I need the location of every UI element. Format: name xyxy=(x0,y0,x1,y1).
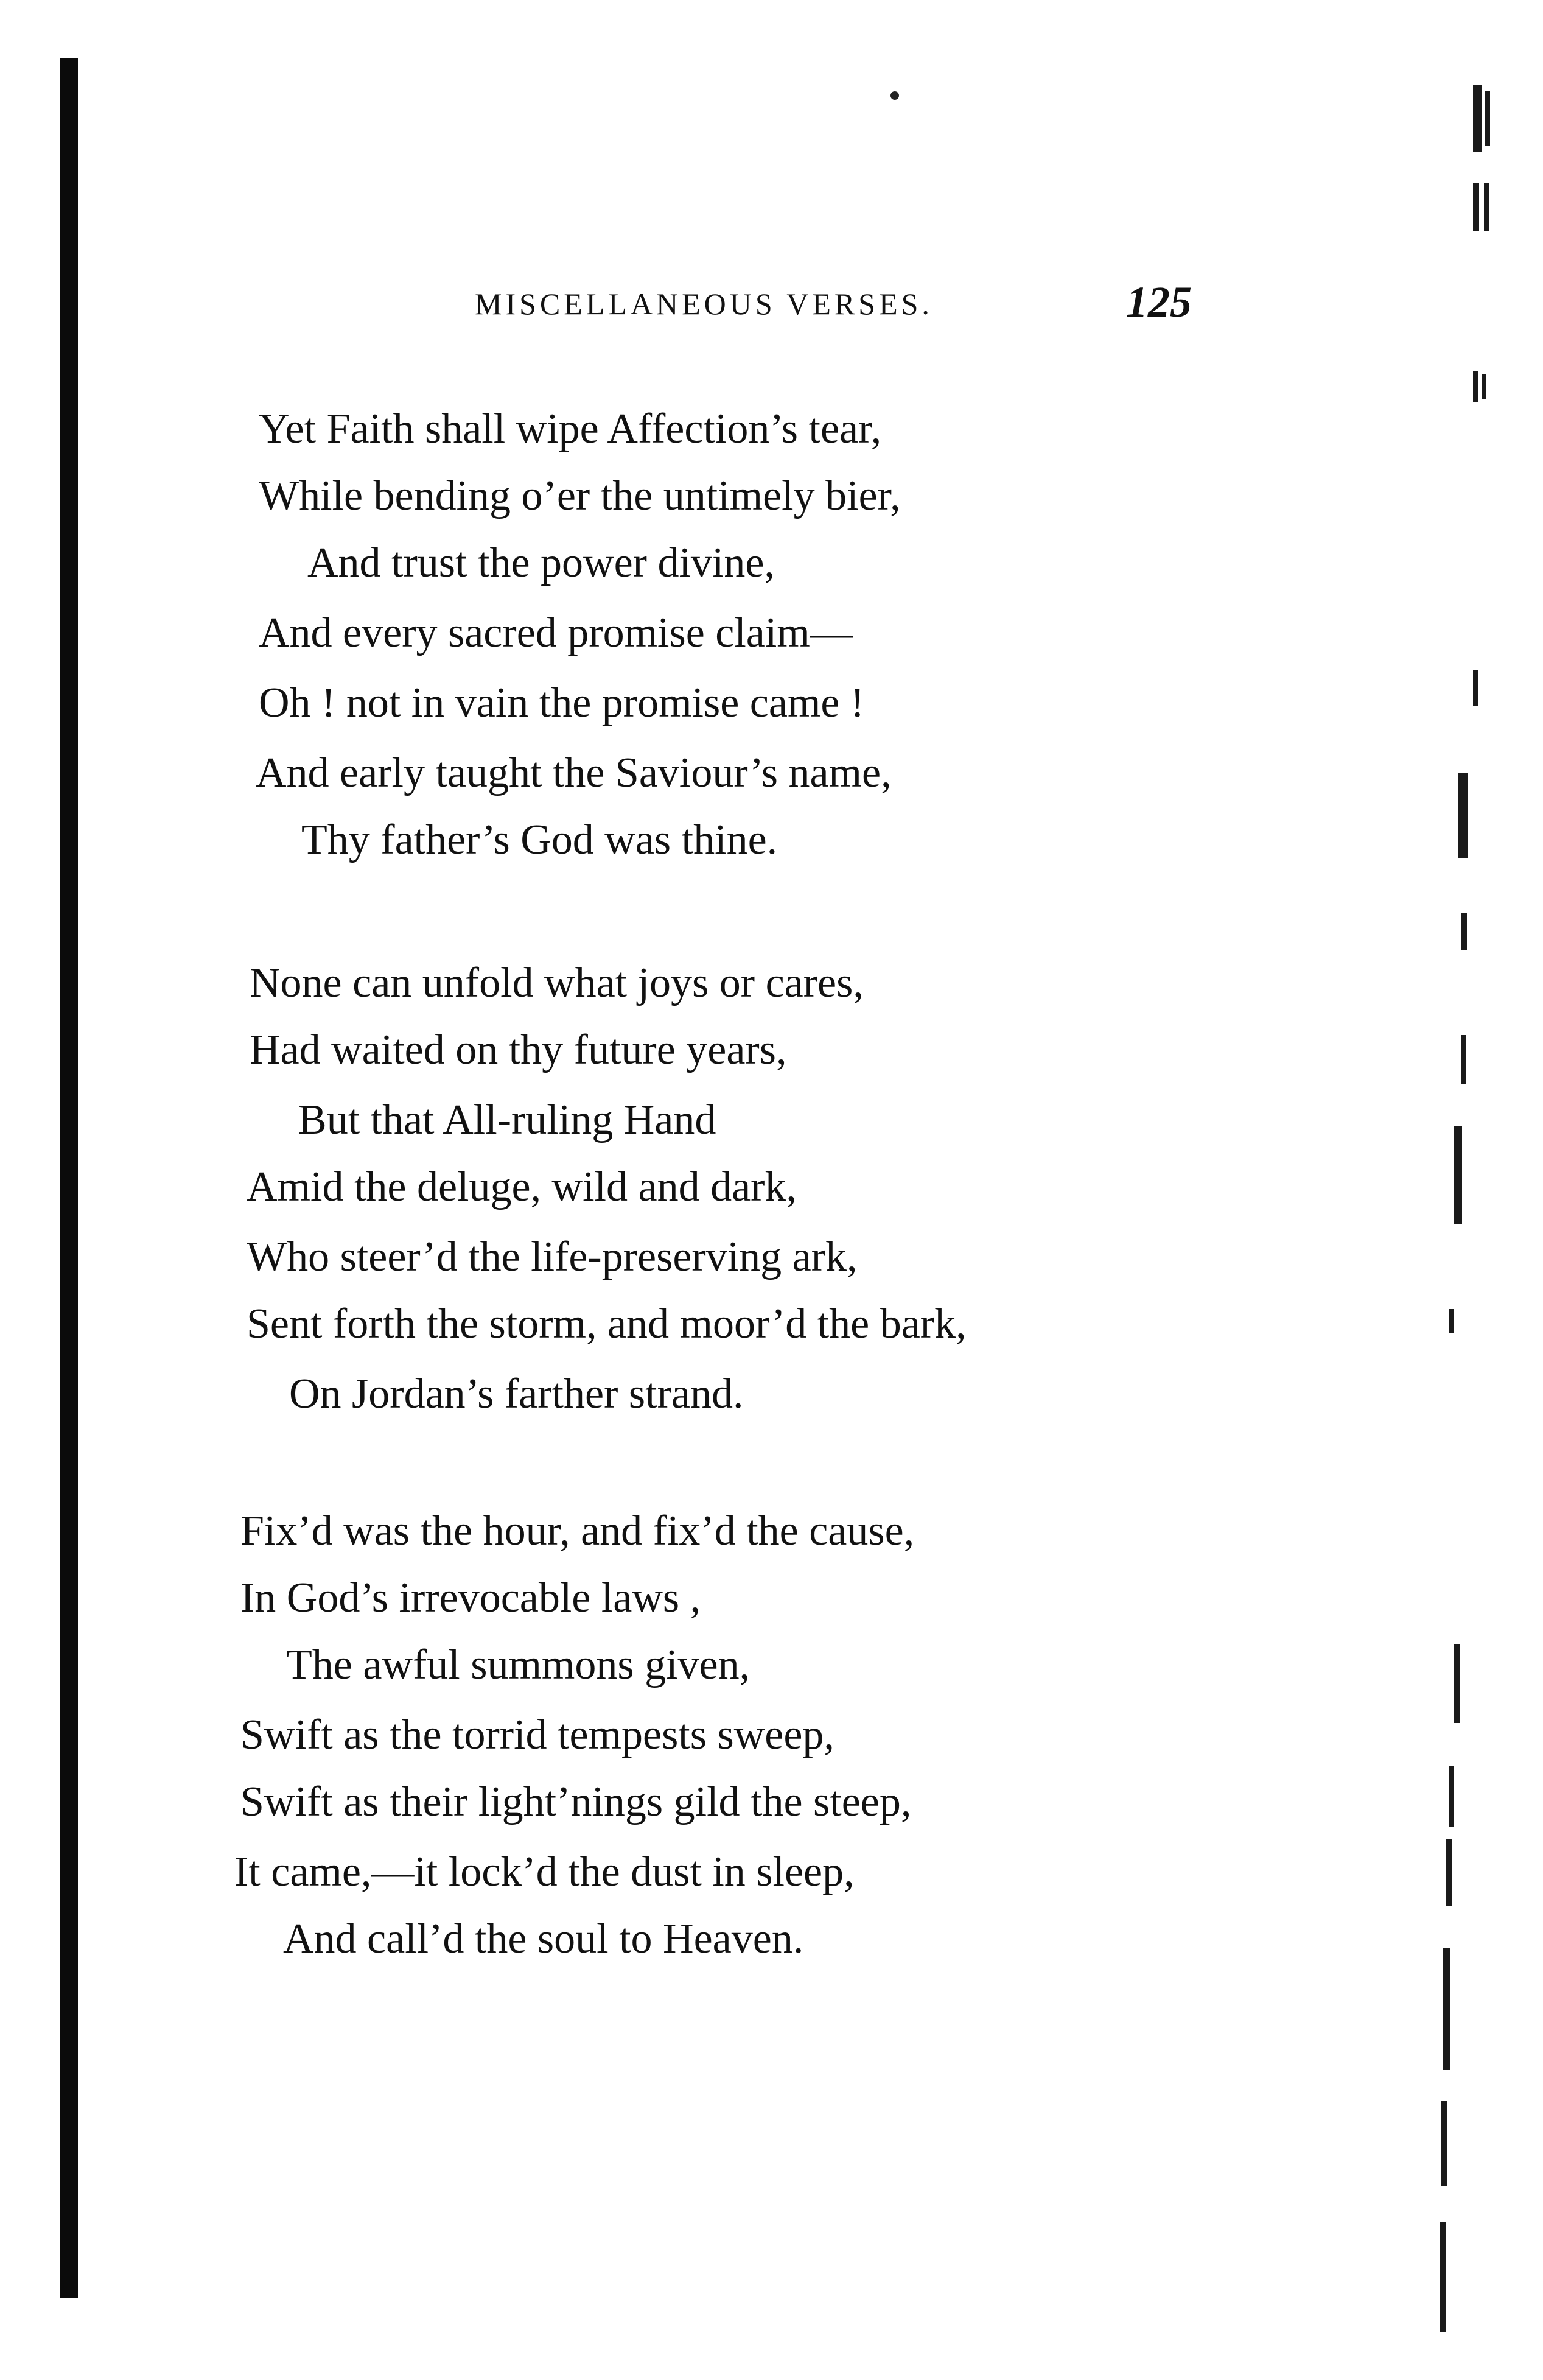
verse-line: And every sacred promise claim— xyxy=(259,609,853,656)
verse-line: In God’s irrevocable laws , xyxy=(240,1574,701,1621)
margin-mark xyxy=(1461,1035,1466,1084)
verse-line: Oh ! not in vain the promise came ! xyxy=(259,679,865,726)
verse-line: Amid the deluge, wild and dark, xyxy=(247,1164,797,1210)
margin-mark xyxy=(1454,1126,1462,1224)
margin-mark xyxy=(1443,1948,1450,2070)
margin-mark xyxy=(1473,85,1482,152)
margin-mark xyxy=(1449,1766,1454,1827)
margin-mark xyxy=(1485,91,1490,146)
verse-line: None can unfold what joys or cares, xyxy=(250,960,864,1006)
verse-line: Sent forth the storm, and moor’d the bark, xyxy=(247,1301,967,1347)
margin-mark xyxy=(1484,183,1489,231)
verse-line: Yet Faith shall wipe Affection’s tear, xyxy=(259,405,882,452)
ink-speck xyxy=(890,91,899,100)
verse-line: It came,—it lock’d the dust in sleep, xyxy=(234,1848,855,1895)
margin-mark xyxy=(1458,773,1468,858)
page-number: 125 xyxy=(1126,278,1192,326)
verse-line: On Jordan’s farther strand. xyxy=(289,1371,744,1417)
verse-line: Thy father’s God was thine. xyxy=(301,816,778,863)
verse-line: Who steer’d the life-preserving ark, xyxy=(247,1234,858,1280)
margin-mark xyxy=(1449,1309,1454,1333)
verse-line: Fix’d was the hour, and fix’d the cause, xyxy=(240,1508,915,1554)
margin-mark xyxy=(1454,1644,1460,1723)
verse-line: The awful summons given, xyxy=(286,1641,751,1688)
verse-line: Swift as their light’nings gild the steep, xyxy=(240,1778,912,1825)
margin-mark xyxy=(1473,183,1479,231)
margin-mark xyxy=(1473,371,1478,402)
margin-mark xyxy=(1446,1839,1452,1906)
margin-mark xyxy=(1440,2222,1446,2332)
verse-line: Had waited on thy future years, xyxy=(250,1027,787,1073)
verse-line: Swift as the torrid tempests sweep, xyxy=(240,1711,834,1758)
margin-mark xyxy=(1441,2101,1447,2186)
verse-line: But that All-ruling Hand xyxy=(298,1097,716,1143)
margin-mark xyxy=(1473,670,1478,706)
margin-mark xyxy=(1482,374,1486,399)
binding-gutter-shadow xyxy=(60,58,78,2298)
verse-line: And early taught the Saviour’s name, xyxy=(256,749,892,796)
margin-mark xyxy=(1461,913,1467,950)
verse-line: While bending o’er the untimely bier, xyxy=(259,472,901,519)
running-head: MISCELLANEOUS VERSES. xyxy=(475,287,933,321)
verse-line: And call’d the soul to Heaven. xyxy=(283,1915,804,1962)
verse-line: And trust the power divine, xyxy=(307,539,775,586)
